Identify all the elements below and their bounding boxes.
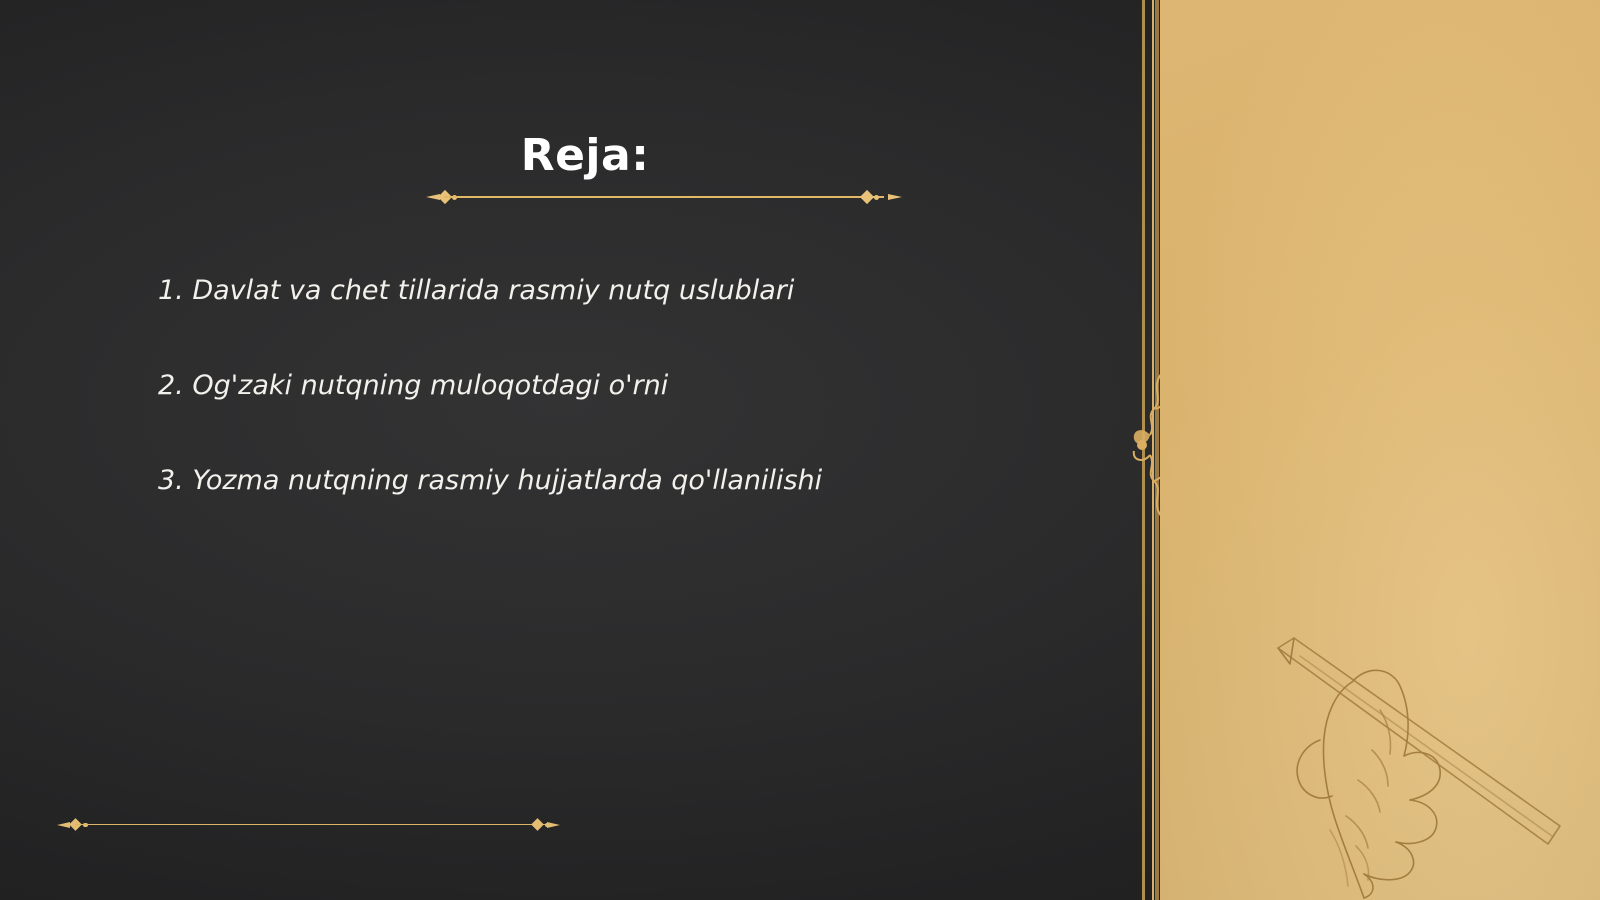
title-divider-ornament [422, 190, 906, 204]
divider-right-tip-icon [888, 194, 902, 200]
divider-right-diamond-icon [860, 190, 874, 204]
bottom-divider-right-diamond-icon [531, 818, 544, 831]
page-title: Reja: [520, 130, 650, 181]
list-item: 3. Yozma nutqning rasmiy hujjatlarda qo'llanilishi [158, 465, 823, 497]
list-item: 2. Og'zaki nutqning muloqotdagi o'rni [158, 370, 669, 402]
agenda-list [158, 275, 1118, 560]
bottom-divider-left-tip-icon [57, 822, 70, 828]
bottom-divider-right-tip-icon [547, 822, 560, 828]
bottom-divider-ornament [55, 818, 575, 832]
bottom-divider-bar [75, 824, 555, 825]
hand-with-pen-illustration-icon [1260, 630, 1590, 900]
list-item: 1. Davlat va chet tillarida rasmiy nutq uslublari [158, 275, 795, 306]
divider-bar [444, 196, 884, 198]
divider-right-dot-icon [874, 195, 879, 200]
